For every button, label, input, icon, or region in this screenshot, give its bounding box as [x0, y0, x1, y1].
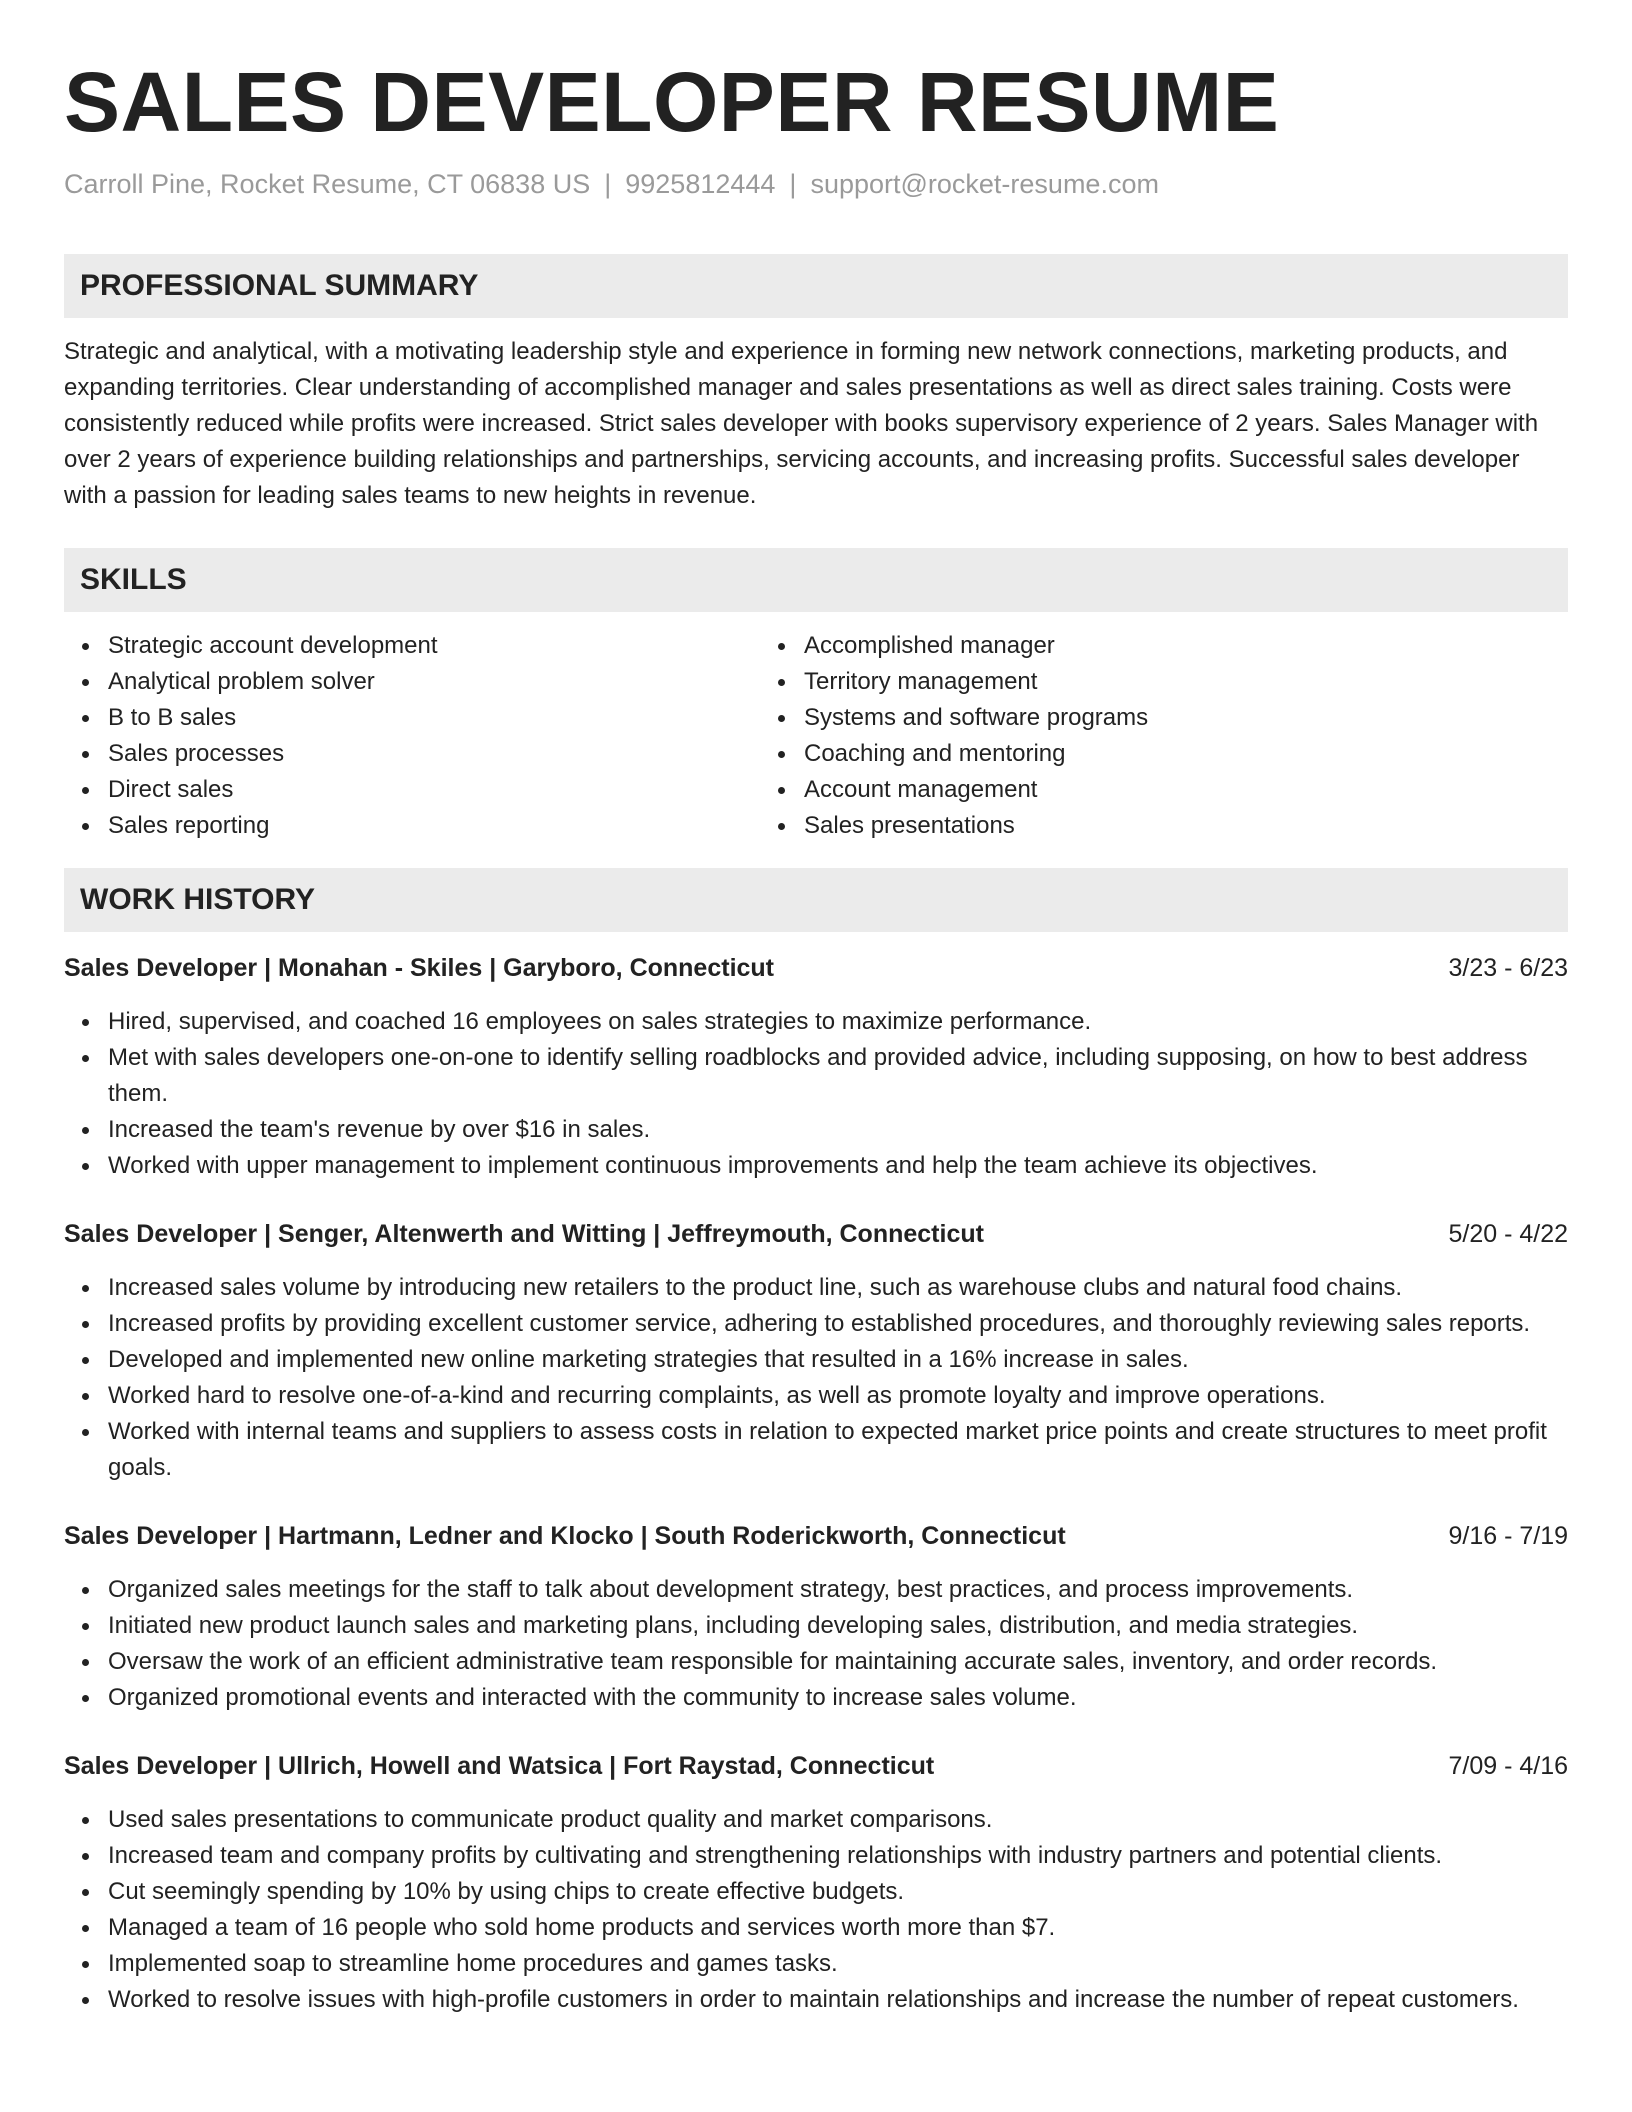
job-bullet: Hired, supervised, and coached 16 employees on sales strategies to maximize performance.: [108, 1004, 1568, 1040]
job-bullet: Oversaw the work of an efficient administrative team responsible for maintaining accurate sales, inventory, and order records.: [108, 1644, 1568, 1680]
job-bullet: Managed a team of 16 people who sold home products and services worth more than $7.: [108, 1910, 1568, 1946]
job-bullet: Increased profits by providing excellent customer service, adhering to established procedures, and thoroughly reviewing sales reports.: [108, 1306, 1568, 1342]
job-title: Sales Developer | Hartmann, Ledner and Klocko | South Roderickworth, Connecticut: [64, 1522, 1066, 1550]
job-entry: [64, 950, 1568, 1184]
job-bullet: Developed and implemented new online marketing strategies that resulted in a 16% increase in sales.: [108, 1342, 1568, 1378]
contact-line: [64, 166, 1568, 202]
job-bullets: [64, 1802, 1568, 2018]
job-bullet: Increased the team's revenue by over $16 in sales.: [108, 1112, 1568, 1148]
job-bullet: Cut seemingly spending by 10% by using chips to create effective budgets.: [108, 1874, 1568, 1910]
skills-column-right: [760, 628, 1460, 844]
skill-item: Accomplished manager: [804, 628, 1460, 664]
skill-item: Account management: [804, 772, 1460, 808]
section-heading-work-history: WORK HISTORY: [64, 868, 1568, 932]
skill-item: Territory management: [804, 664, 1460, 700]
job-entry: [64, 1216, 1568, 1486]
job-bullet: Implemented soap to streamline home procedures and games tasks.: [108, 1946, 1568, 1982]
job-bullet: Organized sales meetings for the staff to talk about development strategy, best practices, and process improvements.: [108, 1572, 1568, 1608]
skill-item: Direct sales: [108, 772, 760, 808]
skills-list: [64, 628, 1568, 844]
job-dates: 7/09 - 4/16: [1448, 1752, 1568, 1780]
job-bullet: Organized promotional events and interacted with the community to increase sales volume.: [108, 1680, 1568, 1716]
job-title: Sales Developer | Ullrich, Howell and Watsica | Fort Raystad, Connecticut: [64, 1752, 935, 1780]
job-header: [64, 1216, 1568, 1252]
job-bullet: Worked hard to resolve one-of-a-kind and recurring complaints, as well as promote loyalty and improve operations.: [108, 1378, 1568, 1414]
job-bullet: Worked to resolve issues with high-profile customers in order to maintain relationships and increase the number of repeat customers.: [108, 1982, 1568, 2018]
skill-item: Strategic account development: [108, 628, 760, 664]
job-entry: [64, 1518, 1568, 1716]
job-dates: 5/20 - 4/22: [1448, 1220, 1568, 1248]
skill-item: B to B sales: [108, 700, 760, 736]
job-bullet: Used sales presentations to communicate product quality and market comparisons.: [108, 1802, 1568, 1838]
summary-text: Strategic and analytical, with a motivating leadership style and experience in forming new network connections, marketing products, and expanding territories. Clear understanding of accomplished manager and sales presentations as well as direct sales training. Costs were consistently reduced while profits were increased. Strict sales developer with books supervisory experience of 2 years. Sales Manager with over 2 years of experience building relationships and partnerships, servicing accounts, and increasing profits. Successful sales developer with a passion for leading sales teams to new heights in revenue.: [64, 338, 1539, 509]
job-bullets: [64, 1270, 1568, 1486]
contact-phone: 9925812444: [625, 169, 776, 199]
contact-email: support@rocket-resume.com: [810, 169, 1159, 199]
contact-address: Carroll Pine, Rocket Resume, CT 06838 US: [64, 169, 591, 199]
job-header: [64, 1518, 1568, 1554]
skills-column-left: [64, 628, 760, 844]
skill-item: Sales presentations: [804, 808, 1460, 844]
skill-item: Analytical problem solver: [108, 664, 760, 700]
section-heading-summary: PROFESSIONAL SUMMARY: [64, 254, 1568, 318]
job-header: [64, 1748, 1568, 1784]
job-bullet: Initiated new product launch sales and marketing plans, including developing sales, distribution, and media strategies.: [108, 1608, 1568, 1644]
job-bullet: Met with sales developers one-on-one to identify selling roadblocks and provided advice, including supposing, on how to best address them.: [108, 1040, 1568, 1112]
job-bullets: [64, 1572, 1568, 1716]
section-heading-skills: SKILLS: [64, 548, 1568, 612]
job-bullet: Worked with upper management to implement continuous improvements and help the team achieve its objectives.: [108, 1148, 1568, 1184]
job-bullets: [64, 1004, 1568, 1184]
skill-item: Sales reporting: [108, 808, 760, 844]
contact-separator: |: [789, 169, 797, 199]
job-bullet: Worked with internal teams and suppliers to assess costs in relation to expected market price points and create structures to meet profit goals.: [108, 1414, 1568, 1486]
resume-title: SALES DEVELOPER RESUME: [64, 55, 1280, 149]
skill-item: Coaching and mentoring: [804, 736, 1460, 772]
contact-separator: |: [604, 169, 612, 199]
skill-item: Systems and software programs: [804, 700, 1460, 736]
job-bullet: Increased sales volume by introducing new retailers to the product line, such as warehouse clubs and natural food chains.: [108, 1270, 1568, 1306]
job-entry: [64, 1748, 1568, 2018]
job-header: [64, 950, 1568, 986]
job-dates: 9/16 - 7/19: [1448, 1522, 1568, 1550]
job-bullet: Increased team and company profits by cultivating and strengthening relationships with industry partners and potential clients.: [108, 1838, 1568, 1874]
job-dates: 3/23 - 6/23: [1448, 954, 1568, 982]
job-title: Sales Developer | Senger, Altenwerth and Witting | Jeffreymouth, Connecticut: [64, 1220, 984, 1248]
skill-item: Sales processes: [108, 736, 760, 772]
job-title: Sales Developer | Monahan - Skiles | Garyboro, Connecticut: [64, 954, 775, 982]
